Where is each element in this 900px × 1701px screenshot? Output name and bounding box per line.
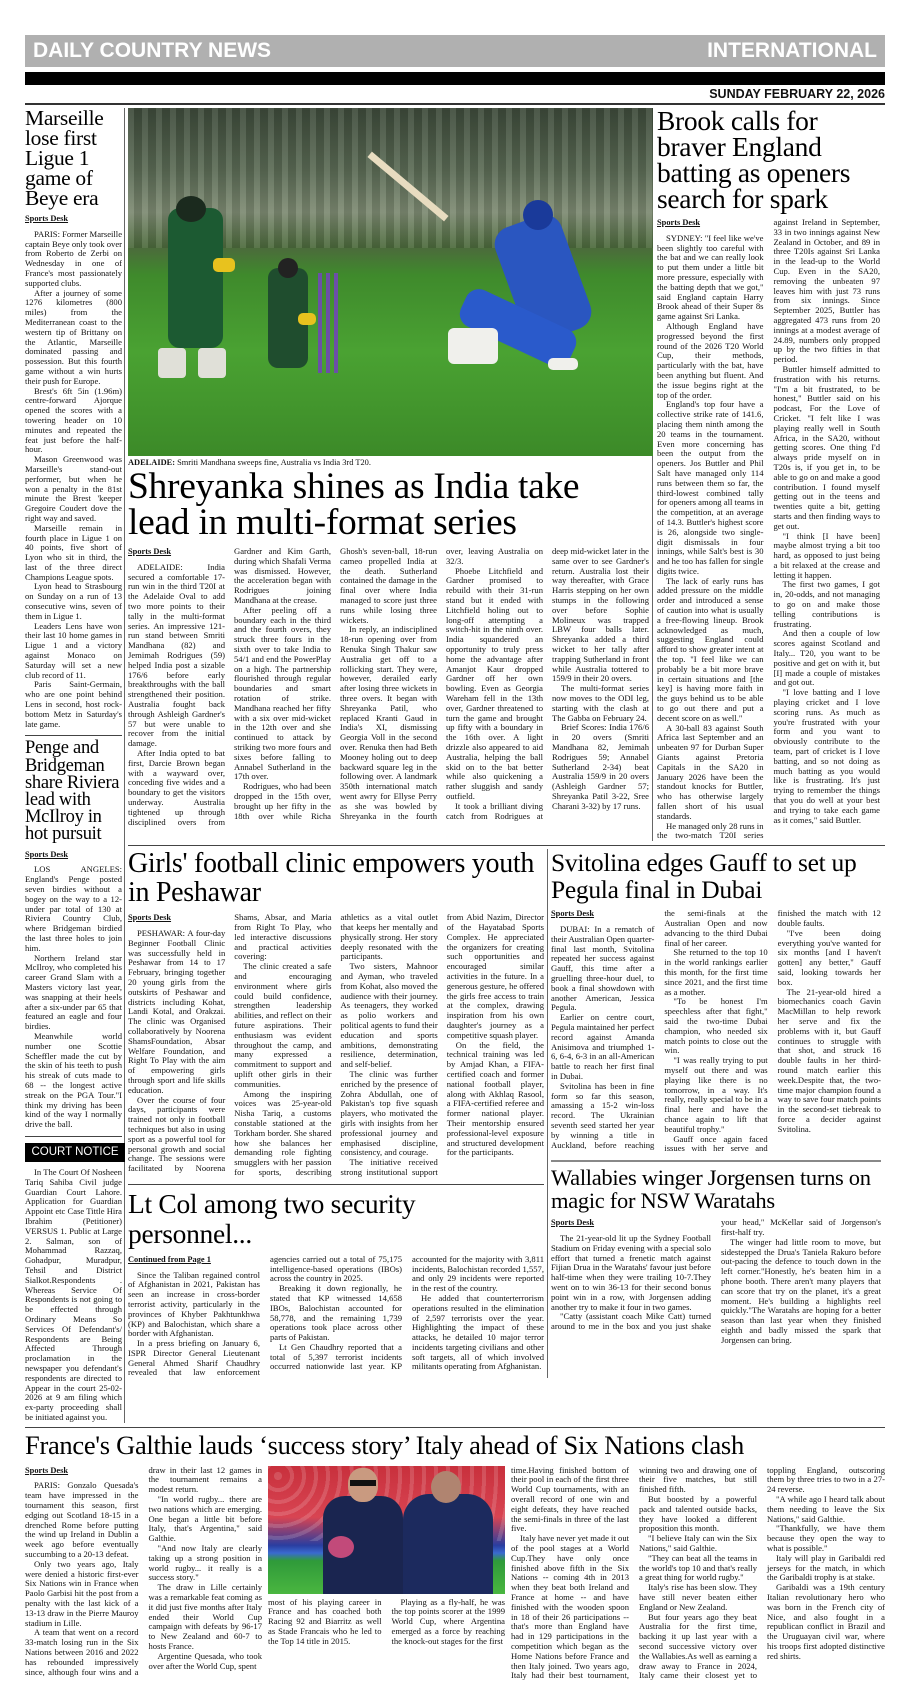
byline: Sports Desk <box>25 214 69 223</box>
article-body <box>657 218 880 841</box>
paragraph: Although England have progressed beyond the first round of the 2026 T20 World Cup, their methods, particularly with the bat, have been anything but fluent. And the issue begins right at the top of the order. <box>657 320 764 400</box>
paragraph: Rodrigues, who had been dropped in the 15th over, brought up her fifty in the 18th over while Richa Ghosh's seven-ball, 18-run cameo propelled India at the death. Sutherland contained the damage in the final over where India managed to score just three runs while losing three wickets. <box>234 546 437 821</box>
paragraph: Marseille remain in fourth place in Ligue 1 on 40 points, five short of Lyon who sit in third, the last of the three direct Champions League spots. <box>25 522 122 582</box>
paragraph: ADELAIDE: India secured a comfortable 17-run win in the third T20I at the Adelaide Oval to add two more points to their tally in the multi-format series. An impressive 121-run stand between Smriti Mandhana (82) and Jemimah Rodrigues (59) helped India post a sizable 176/6 before early breakthroughs with the ball strengthened their position. Australia fought back through Ashleigh Gardner's 57 but were unable to recover from the initial damage. <box>128 561 225 749</box>
paragraph: The initiative received strong institutional support from Abid Nazim, Director of the Hayatabad Sports Complex. He appreciated the organizers for creating such opportunities and encouraged similar activities in the future. In a generous gesture, he offered the girls free access to train at the complex, drawing inspiration from his own daughter's journey as a competitive squash player. <box>340 912 544 1177</box>
article-headline: Svitolina edges Gauff to set up Pegula final in Dubai <box>551 848 857 905</box>
paragraph: A 30-ball 83 against South Africa last September and an unbeaten 97 for Durban Super Giants against Pretoria Capitals in the SA20 in January 2026 have been the standout knocks for Buttler, who has otherwise largely fallen short of his usual standards. <box>657 722 764 821</box>
coach-figure <box>403 1494 493 1594</box>
byline: Continued from Page 1 <box>128 1254 211 1264</box>
paragraph: But four years ago they beat Australia for the first time, backing it up last year with a second successive victory over the Wallabies.As well as earning a draw away to France in 2024, Italy came their closest yet to toppling England, outscoring them by three tries to two in a 27-24 reverse. <box>639 1464 885 1681</box>
paragraph: But boosted by a powerful pack and talented outside backs, they have looked a different proposition this month. <box>639 1494 757 1534</box>
newspaper-title: DAILY COUNTRY NEWS <box>33 39 272 62</box>
paragraph: Lyon head to Strasbourg on Sunday on a run of 13 consecutive wins, seven of them in Ligue 1. <box>25 581 122 621</box>
paragraph: "I think [I have been] maybe almost trying a bit too hard, as opposed to just being a bit relaxed at the crease and letting it happen. <box>773 530 880 580</box>
main-section <box>25 105 885 1423</box>
second-row-right <box>551 849 881 1378</box>
paragraph: "To be honest I'm speechless after that fight," said the two-time Dubai champion, who needed six match points to close out the win. <box>664 996 768 1056</box>
paragraph: DUBAI: In a rematch of their Australian Open quarter-final last month, Svitolina repeated her success against Gauff, this time after a gruelling three-hour duel, to book a final showdown with another American, Jessica Pegula. <box>551 924 655 1013</box>
paragraph: The multi-format series now moves to the ODI leg, starting with the clash at The Gabba on February 24. <box>552 683 649 723</box>
paragraph: Only two years ago, Italy were denied a historic first-ever Six Nations win in France when Paolo Garbisi hit the post from a penalty with the last kick of a 13-13 draw in the Pierre Mauroy stadium in Lille. <box>25 1558 139 1628</box>
paragraph: most of his playing career in France and has coached both Racing 92 and Biarritz as well as Stade Francais who he led to the Top 14 title in 2015. <box>268 1596 382 1646</box>
article-headline: Brook calls for braver England batting as openers search for spark <box>657 105 851 214</box>
paragraph: Two sisters, Mahnoor and Ayman, who traveled from Kohat, also moved the audience with their journey. As teenagers, they worked as polio workers and political agents to fund their education and sports ambitions, demonstrating resilience, determination, and self-belief. <box>340 961 438 1070</box>
paragraph: PESHAWAR: A four-day Beginner Football Clinic was successfully held in Peshawar from 14 to 17 February, bringing together 20 young girls from the outskirts of Peshawar and districts including Kohat, Landi Kotal, and Orakzai. The clinic was Organised collaboratively by Noorena ShamsFoundation, Absar Welfare Foundation, and Right To Play with the aim of empowering girls through sport and life skills education. <box>128 928 226 1095</box>
paragraph: "A while ago I heard talk about them needing to leave the Six Nations," said Galthie. <box>767 1494 885 1524</box>
paragraph: Phoebe Litchfield and Gardner promised to rebuild with their 31-run stand but it ended with Litchfield holing out to long-off attempting a switch-hit in the ninth over. India squandered an opportunity to truly press home the advantage after Amanjot Kaur dropped Gardner off her own bowling. Even as Georgia Wareham fell in the 13th over, Gardner threatened to turn the game and brought up fifty with a boundary in the 16th over. A light drizzle also appeared to aid Australia, helping the ball skid on to the bat better while also quickening a rather sluggish and sandy outfield. <box>446 565 543 801</box>
article-body <box>128 913 544 1178</box>
paragraph: In reply, an indisciplined 18-run opening over from Renuka Singh Thakur saw Australia get off to a rollicking start. They were, however, derailed early after losing three wickets in three overs. It began with Shreyanka Patil, who replaced Kranti Gaud in India's XI, dismissing Georgia Voll in the second over. Renuka then had Beth Mooney holing out to deep backward square leg in the following over. A landmark 350th international match went awry for Ellyse Perry as she was bowled by Shreyanka in the fourth over, leaving Australia on 32/3. <box>340 546 543 821</box>
paragraph: Garibaldi was a 19th century Italian revolutionary hero who was born in the French city of Nice, and also fought in a republican conflict in Brazil and the Uruguayan civil war, where his troops first adopted distinctive red shirts. <box>767 1582 885 1661</box>
paragraph: After India opted to bat first, Darcie Brown began with a wayward over, conceding five wides and a boundary to get the visitors underway. Australia tightened up through disciplined overs from Gardner and Kim Garth, during which Shafali Verma was dismissed. However, the acceleration began with Rodrigues joining Mandhana at the crease. <box>128 546 331 827</box>
france-columns <box>25 1466 885 1682</box>
byline: Sports Desk <box>25 1465 69 1475</box>
paragraph: "I believe Italy can win the Six Nations," said Galthie. <box>639 1533 757 1554</box>
paragraph: After peeling off a boundary each in the third and the fourth overs, they struck three fours in the sixth over to take India to 54/1 and end the PowerPlay on a high. The partnership flourished through regular boundaries and smart rotation of strike. Mandhana reached her fifty with a six over mid-wicket in the 12th over and she continued to attack by striking two more fours and sixes before falling to Annabel Sutherland in the 17th over. <box>234 604 331 782</box>
rugby-photo <box>268 1466 505 1594</box>
paragraph: The 21-year-old lit up the Sydney Football Stadium on Friday evening with a special solo effort that turned a frenetic match against Fijian Drua in the Waratahs' favour just before half-time when they were trailing 10-7.They went on to win 36-13 for their second bonus point win in a row, with Jorgensen adding another try to make it four in two games. <box>551 1232 711 1312</box>
masthead-bar <box>25 72 885 85</box>
paragraph: "I love batting and I love playing cricket and I love scoring runs. As much as you're frustrated with your form and you want to obviously contribute to the team, part of cricket is I love batting, and so not doing as much batting as you would like is frustrating. It's just trying to remember the things that you do well at your best and trying to take each game as it comes," said Buttler. <box>773 687 880 825</box>
paragraph: "Thankfully, we have them because they open the way to what is possible." <box>767 1523 885 1554</box>
paragraph: "And now Italy are clearly taking up a strong position in world rugby... it really is a success story." <box>148 1543 262 1583</box>
france-story <box>25 1427 885 1682</box>
paragraph: The winger had little room to move, but sidestepped the Drua's Taniela Rakuro before out-pacing the defence to touch down in the left corner."Honestly, he's beaten him in a phone booth. There aren't many players that can score that try on the planet, it's a great moment. He's building a highlights reel quickly."The Waratahs are hoping for a better season than last year when they finished eighth and badly missed the spark that Jorgensen can bring. <box>721 1236 881 1345</box>
paragraph: Earlier on centre court, Pegula maintained her perfect record against Amanda Anisimova and triumphed 1-6, 6-4, 6-3 in an all-American battle to reach her first final in Dubai. <box>551 1012 655 1081</box>
article-headline: Marseille lose first Ligue 1 game of Beye era <box>25 106 104 210</box>
paragraph: And then a couple of low scores against Scotland and Italy... T20, you want to be positive and get on with it, but [I] made a couple of mistakes and got out. <box>773 628 880 688</box>
paragraph: In a press briefing on January 6, ISPR Director General Lieutenant General Ahmed Sharif Chaudhry revealed that law enforcement agencies carried out a total of 75,175 intelligence-based operations (IBOs) across the country in 2025. <box>128 1253 402 1378</box>
byline: Sports Desk <box>551 909 595 919</box>
stumps <box>318 273 322 373</box>
paragraph: Meanwhile world number one Scottie Scheffler made the cut by the skin of his teeth to push his streak of cuts made to 68 -- the longest active streak on the PGA Tour."I think my driving has been kind of the way I normally drive the ball. <box>25 1031 122 1130</box>
paragraph: The lack of early runs has added pressure on the middle order and introduced a sense of caution into what is usually a free-flowing lineup. Brook acknowledged as much, suggesting England could afford to show greater intent at the top. "I feel like we can probably be a bit more brave in certain situations and [the key] is having more faith in the guys behind us to be able to go out there and put a decent score on as well." <box>657 575 764 723</box>
article-body <box>25 214 122 729</box>
article-headline: Penge and Bridgeman share Riviera lead with McIlroy in hot pursuit <box>25 738 120 845</box>
section-title: INTERNATIONAL <box>707 39 877 62</box>
paragraph: After a journey of some 1276 kilometres (800 miles) from the Mediterranean coast to the western tip of Brittany on the Atlantic, Marseille dominated passing and possession. But this fourth game without a win hurts their push for Europe. <box>25 287 122 386</box>
paragraph: He managed only 28 runs in the two-match T20I series against Ireland in September, 33 in two innings against New Zealand in October, and 89 in three T20Is against Sri Lanka in the lead-up to the World Cup. Even in the SA20, removing the unbeaten 97 leaves him with just 73 runs from six innings. Since September 2025, Buttler has aggregated 473 runs from 20 innings at a modest average of 24.89, numbers only propped up by the two fifties in that period. <box>657 217 880 841</box>
cricket-photo <box>128 108 653 456</box>
paragraph: "Catty (assistant coach Mike Catt) turned around to me in the box and you just shake your head," McKellar said of Jorgenson's first-half try. <box>551 1217 881 1332</box>
byline: Sports Desk <box>25 849 69 859</box>
article-headline: France's Galthie lauds ‘success story’ Italy ahead of Six Nations clash <box>25 1429 744 1460</box>
lead-story <box>128 108 653 841</box>
paragraph: In The Court Of Nosheen Tariq Sahiba Civil judge Guardian Court Lahore. Application for Guardian Appoint etc Case Tittle Hira Ibrahim (Petitioner) VERSUS 1. Public at Large 2. Salman, son of Mohammad Razzaq, Gohadpur, Muradpur, Tehsil and District Sialkot.Respondents . Whereas Service Of Respondents is not going to be effected through Ordinary Means So Services Of Defendant's/ Respondents are Being Affected Through proclamation in the newspaper you defendant's respondents are directed to Appear in the court 25-02-2026 at 9 am filing which ex-party proceeding shall be initiated against you. <box>25 1166 122 1422</box>
paragraph: Svitolina has been in fine form so far this season, amassing a 15-2 win-loss record. The Ukrainian seventh seed started her year by winning a title in Auckland, before reaching the semi-finals at the Australian Open and now advancing to the third Dubai final of her career. <box>551 908 768 1150</box>
paragraph: Paris Saint-Germain, who are one point behind Lens in second, host rock-bottom Metz in Saturday's late game. <box>25 679 122 729</box>
paragraph: "They can beat all the teams in the world's top 10 and that's really a great thing for world rugby." <box>639 1552 757 1583</box>
article-body <box>551 909 881 1154</box>
brook-story <box>657 105 880 841</box>
france-photo-block <box>268 1466 505 1682</box>
paragraph: "In world rugby... there are two nations which are emerging. One began a little bit before Italy, that's Argentina," said Galthie. <box>148 1494 262 1544</box>
byline: Sports Desk <box>128 547 172 556</box>
byline: Sports Desk <box>551 1218 595 1228</box>
article-body <box>25 850 122 1130</box>
paragraph: Playing as a fly-half, he was the top points scorer at the 1999 World Cup, where Argentina emerged as a force by reaching the knock-out stages for the first <box>391 1596 505 1646</box>
paragraph: Since the Taliban regained control of Afghanistan in 2021, Pakistan has seen an increase in cross-border terrorist activity, particularly in the provinces of Khyber Pakhtunkhwa (KP) and Balochistan, which share a border with Afghanistan. <box>128 1269 260 1339</box>
lead-headline: Shreyanka shines as India take lead in multi-format series <box>128 466 580 543</box>
article-headline: Wallabies winger Jorgensen turns on magic for NSW Waratahs <box>551 1165 871 1214</box>
second-row <box>128 845 885 1378</box>
paragraph: Gauff once again faced issues with her serve and finished the match with 12 double faults. <box>664 908 881 1154</box>
article-headline: Girls' football clinic empowers youth in Peshawar <box>128 848 535 909</box>
paragraph: The first two games, I got in, 20-odds, and not managing to go on and make those telling contributions is frustrating. <box>773 579 880 629</box>
article-body <box>511 1466 885 1682</box>
paragraph: "I was really trying to put myself out there and was playing like there is no tomorrow, in a way. It's really, really special to be in a final here and have the chance again to lift that beautiful trophy." <box>664 1055 768 1134</box>
paragraph: The clinic created a safe and encouraging environment where girls could build confidence, strengthen leadership abilities, and reflect on their future aspirations. Their enthusiasm was evident throughout the camp, and many expressed a commitment to support and uplift other girls in their communities. <box>234 961 332 1089</box>
paragraph: Italy have never yet made it out of the pool stages at a World Cup.They have only once finished above fifth in the Six Nations -- coming 4th in 2013 when they beat both Ireland and France at home -- and have finished with the wooden spoon in 18 of their 26 participations -- that's more than England have had in 129 participations in the competition which began as the Home Nations before France and then Italy joined. Two years ago, Italy had their best tournament, winning two and drawing one of their five matches, but still finished fifth. <box>511 1464 757 1681</box>
article-body <box>128 1255 544 1379</box>
paragraph: A team that went on a record 33-match losing run in the Six Nations between 2016 and 2022 has rebounded impressively since, although four wins and a draw in their last 12 games in the tournament remains a modest return. <box>25 1464 262 1677</box>
paragraph: The 21-year-old hired a biomechanics coach Gavin MacMillan to help rework her serve and fix the problems with it, but Gauff continues to struggle with that shot, and struck 16 double faults in her third-round match earlier this week.Despite that, the two-time major champion found a way to save four match points in the second-set tiebreak to force a decider against Svitolina. <box>777 986 881 1134</box>
second-row-left <box>128 849 548 1378</box>
article-body <box>268 1598 505 1647</box>
caption-text: Smriti Mandhana sweeps fine, Australia vs India 3rd T20. <box>177 458 371 467</box>
paragraph: PARIS: Former Marseille captain Beye only took over from Roberto de Zerbi on Wednesday in one of France's most passionately supported clubs. <box>25 228 123 288</box>
paragraph: The clinic was further enriched by the presence of Zohra Abdullah, one of Pakistan's top five squash players, who motivated the girls with insights from her professional journey and emphasised discipline, consistency, and courage. <box>340 1068 438 1158</box>
paragraph: It took a brilliant diving catch from Rodrigues at deep mid-wicket later in the same over to see Gardner's return. Australia lost their way thereafter, with Grace Harris stepping on her own stumps in the following over before Sophie Molineux was trapped LBW four balls later. Shreyanka added a third wicket to her tally after trapping Sutherland in front while Australia tottered to 159/9 in their 20 overs. <box>446 546 649 821</box>
wicketkeeper-figure <box>168 208 223 348</box>
paragraph: Italy's rise has been slow. They have still never beaten either England or New Zealand. <box>639 1582 757 1612</box>
paragraph: Lt Gen Chaudhry reported that a total of 5,397 terrorist incidents occurred nationwide last year. KP accounted for the majority with 3,811 incidents, Balochistan recorded 1,557, and only 29 incidents were reported in the rest of the country. <box>270 1253 544 1372</box>
divider <box>25 735 122 736</box>
paragraph: Leaders Lens have won their last 10 home games in Ligue 1 and a victory against Monaco on Saturday will set a new club record of 11. <box>25 620 122 680</box>
left-column <box>25 108 125 1423</box>
divider <box>551 1160 881 1162</box>
paragraph: Argentine Quesada, who took over after the World Cup, spent <box>148 1650 262 1671</box>
byline: Sports Desk <box>128 913 172 923</box>
paragraph: time.Having finished bottom of their pool in each of the first three World Cup tournaments, with an overall record of one win and eight defeats, they have reached the semi-finals in three of the last five. <box>511 1464 629 1534</box>
byline: Sports Desk <box>657 218 701 227</box>
paragraph: SYDNEY: "I feel like we've been slightly too careful with the bat and we can really look to put them under a little bit more pressure, especially with the batting depth that we got," said England captain Harry Brook ahead of their Super 8s game against Sri Lanka. <box>657 232 764 322</box>
paragraph: Mason Greenwood was Marseille's stand-out performer, but when he won a penalty in the 81st minute the Brest 'keeper Gregoire Coudert dove the right way and saved. <box>25 454 122 523</box>
paragraph: England's top four have a collective strike rate of 141.6, placing them ninth among the 20 teams in the tournament. Even more concerning has been the output from the openers. Jos Buttler and Phil Salt have managed only 114 runs between them so far, the third-lowest combined tally for openers among all teams in the competition, at an average of 14.3. Buttler's highest score is 26, alongside two single-digit dismissals in four innings, while Salt's best is 30 and he too has fallen for single digits twice. <box>657 399 764 576</box>
paragraph: On the field, the technical training was led by Amjad Khan, a FIFA-certified coach and former national football player, along with Akhlaq Rasool, a FIFA-certified referee and former national player. Their mentorship ensured professional-level exposure and structured development for the participants. <box>446 1039 544 1158</box>
court-notice-heading: COURT NOTICE <box>25 1143 125 1162</box>
rugby-ball <box>328 1536 354 1558</box>
article-body <box>551 1218 881 1345</box>
paragraph: Italy will play in Garibaldi red jerseys for the match, in which the Garibaldi trophy is at stake. <box>767 1552 885 1583</box>
top-row <box>128 105 885 841</box>
paragraph: Breaking it down regionally, he stated that KP witnessed 14,658 IBOs, Balochistan accounted for 58,778, and the remaining 1,739 operations took place across other parts of Pakistan. <box>270 1283 402 1343</box>
paragraph: LOS ANGELES: England's Penge posted seven birdies without a bogey on the way to a 12-under par total of 130 at Riviera Country Club, where Bridgeman birdied the last three holes to join him. <box>25 864 122 953</box>
paragraph: PARIS: Gonzalo Quesada's team have impressed in the tournament this season, first edging out Scotland 18-15 in a drenched Rome before putting the wind up Ireland in Dublin a week ago before eventually succumbing to a 20-13 defeat. <box>25 1480 139 1560</box>
caption-place: ADELAIDE: <box>128 458 175 467</box>
paragraph: Northern Ireland star McIlroy, who completed his career Grand Slam with a Masters victory last year, was snapping at their heels after a six-under par 65 that featured an eagle and four birdies. <box>25 952 122 1032</box>
paragraph: Among the inspiring voices was 25-year-old Nisha Tariq, a customs constable stationed at the Torkham border. She shared how she balances her demanding role fighting smugglers with her passion for sports, describing athletics as a vital outlet that keeps her mentally and physically strong. Her story deeply resonated with the participants. <box>234 912 438 1177</box>
masthead <box>25 35 885 67</box>
court-notice-body <box>25 1168 122 1423</box>
paragraph: She returned to the top 10 in the world rankings earlier this month, for the first time since 2021, and the first time as a mother. <box>664 947 768 997</box>
paragraph: Buttler himself admitted to frustration with his returns. "I'm a bit frustrated, to be honest," Buttler said on his podcast, For the Love of Cricket. "I felt like I was playing really well in South Africa, in the SA20, without getting scores. One thing I'd always pride myself on in T20s is, if you get in, to be able to go on and make a good contribution. I found myself getting out in the teens and twenties quite a bit, getting starts and then finding ways to get out. <box>773 363 880 531</box>
right-area <box>128 105 885 1423</box>
paragraph: He added that counterterrorism operations resulted in the elimination of 2,597 terrorists over the year. Highlighting the impact of these attacks, he detailed 10 major terror incidents targeting civilians and other soft targets, all of which involved militants operating from Afghanistan. <box>412 1292 544 1372</box>
paragraph: Brest's 6ft 5in (1.96m) centre-forward Ajorque opened the scores with a towering header on 10 minutes and repeated the feat just before the half-hour. <box>25 385 122 455</box>
paragraph: Over the course of four days, participants were trained not only in football techniques but also in using sport as a powerful tool for personal growth and social change. The sessions were facilitated by Noorena Shams, Absar, and Maria from Right To Play, who led interactive discussions and practical activities covering: <box>128 912 332 1174</box>
divider <box>25 1136 122 1137</box>
issue-date: SUNDAY FEBRUARY 22, 2026 <box>25 85 885 105</box>
paragraph: Brief Scores: India 176/6 in 20 overs (Smriti Mandhana 82, Jemimah Rodrigues 59; Annabel Sutherland 2-34) beat Australia 159/9 in 20 overs (Ashleigh Gardner 57; Shreyanka Patil 3-22, Sree Charani 3-32) by 17 runs. <box>552 722 649 811</box>
article-body <box>128 547 649 827</box>
paragraph: The draw in Lille certainly was a remarkable feat coming as it did just five months after Italy ended their World Cup campaign with defeats by 96-17 to New Zealand and 60-7 to hosts France. <box>148 1582 262 1652</box>
divider <box>128 1184 544 1185</box>
paragraph: "I've been doing everything you've wanted for six months [and I haven't gotten] any better," Gauff said, looking towards her box. <box>777 927 881 987</box>
article-body <box>25 1466 262 1682</box>
article-headline: Lt Col among two security personnel... <box>128 1187 416 1249</box>
